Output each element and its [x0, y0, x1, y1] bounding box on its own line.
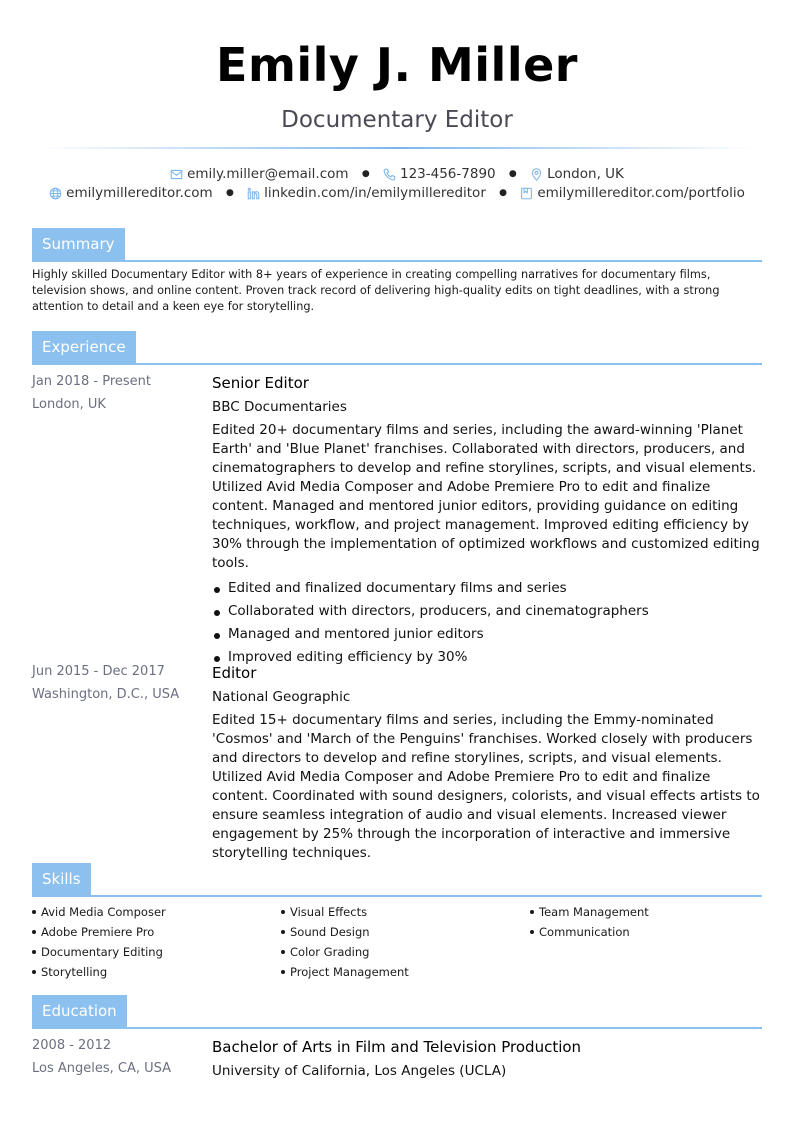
skill-item: Storytelling	[32, 962, 107, 982]
bullet-item: Edited and finalized documentary films and series	[212, 577, 764, 600]
summary-heading: Summary	[32, 228, 125, 260]
job-bullets	[212, 577, 764, 669]
skills-heading: Skills	[32, 863, 91, 895]
separator-dot: ●	[499, 188, 508, 198]
job-title: Editor	[212, 664, 257, 682]
experience-heading: Experience	[32, 331, 136, 363]
envelope-icon	[170, 168, 183, 181]
job-meta	[32, 660, 202, 706]
header-divider	[40, 147, 754, 149]
skill-item: Sound Design	[281, 922, 370, 942]
contact-location	[530, 166, 624, 182]
phone-icon	[383, 168, 396, 181]
education-meta	[32, 1034, 202, 1080]
job-location: Washington, D.C., USA	[32, 687, 180, 702]
job-title: Senior Editor	[212, 374, 309, 392]
summary-section-header	[32, 228, 762, 262]
map-pin-icon	[530, 168, 543, 181]
job-dates: Jan 2018 - Present	[32, 374, 151, 389]
skill-item: Documentary Editing	[32, 942, 163, 962]
contact-row-primary	[0, 166, 794, 182]
contact-website[interactable]	[49, 185, 213, 201]
contact-phone[interactable]	[383, 166, 496, 182]
bullet-item: Improved editing efficiency by 30%	[212, 646, 764, 669]
separator-dot: ●	[361, 169, 370, 179]
skills-section-header	[32, 863, 762, 897]
skill-item: Color Grading	[281, 942, 369, 962]
bullet-item: Collaborated with directors, producers, and cinematographers	[212, 600, 764, 623]
education-dates: 2008 - 2012	[32, 1038, 112, 1053]
contact-email[interactable]	[170, 166, 348, 182]
portfolio-icon	[520, 187, 533, 200]
contact-row-secondary	[0, 185, 794, 201]
skill-item: Visual Effects	[281, 902, 367, 922]
job-company: BBC Documentaries	[212, 399, 347, 415]
job-company: National Geographic	[212, 689, 351, 705]
education-location: Los Angeles, CA, USA	[32, 1061, 172, 1076]
linkedin-text: linkedin.com/in/emilymillereditor	[264, 185, 486, 201]
job-meta	[32, 370, 202, 416]
education-degree: Bachelor of Arts in Film and Television Production	[212, 1038, 582, 1056]
contact-portfolio[interactable]	[520, 185, 745, 201]
job-location: London, UK	[32, 397, 106, 412]
globe-icon	[49, 187, 62, 200]
summary-text: Highly skilled Documentary Editor with 8+ years of experience in creating compelling narratives for documentary films, television shows, and online content. Proven track record of delivering high-quality edits on tight deadlines, with a strong attention to detail and a keen eye for storytelling.	[32, 268, 720, 313]
separator-dot: ●	[508, 169, 517, 179]
education-section-header	[32, 995, 762, 1029]
website-text: emilymillereditor.com	[66, 185, 213, 201]
experience-section-header	[32, 331, 762, 365]
skill-item: Communication	[530, 922, 630, 942]
job-description: Edited 15+ documentary films and series, including the Emmy-nominated 'Cosmos' and 'March of the Penguins' franchises. Worked closely with producers and directors to develop and refine storylines, scripts, and visual elements. Utilized Avid Media Composer and Adobe Premiere Pro to edit and finalize content. Coordinated with sound designers, colorists, and visual effects artists to ensure seamless integration of audio and visual elements. Increased viewer engagement by 25% through the incorporation of interactive and immersive storytelling techniques.	[212, 712, 760, 861]
education-school: University of California, Los Angeles (UCLA)	[212, 1063, 507, 1079]
skills-list	[32, 902, 762, 982]
contact-linkedin[interactable]	[247, 185, 486, 201]
candidate-name: Emily J. Miller	[216, 38, 578, 92]
bullet-item: Managed and mentored junior editors	[212, 623, 764, 646]
job-description: Edited 20+ documentary films and series, including the award-winning 'Planet Earth' and 'Blue Planet' franchises. Collaborated with directors, producers, and cinematographers to develop and refine storylines, scripts, and visual elements. Utilized Avid Media Composer and Adobe Premiere Pro to edit and finalize content. Managed and mentored junior editors, providing guidance on editing techniques, workflow, and project management. Improved editing efficiency by 30% through the implementation of optimized workflows and customized editing tools.	[212, 422, 760, 571]
education-entry	[212, 1034, 764, 1082]
job-dates: Jun 2015 - Dec 2017	[32, 664, 165, 679]
separator-dot: ●	[225, 188, 234, 198]
location-text: London, UK	[547, 166, 624, 182]
job-entry	[212, 370, 764, 669]
education-heading: Education	[32, 995, 127, 1027]
skill-item: Project Management	[281, 962, 409, 982]
phone-text: 123-456-7890	[399, 166, 496, 182]
linkedin-icon	[247, 187, 260, 200]
portfolio-text: emilymillereditor.com/portfolio	[537, 185, 745, 201]
email-text: emily.miller@email.com	[187, 166, 349, 182]
skill-item: Avid Media Composer	[32, 902, 166, 922]
skill-item: Team Management	[530, 902, 649, 922]
job-title-heading: Documentary Editor	[281, 107, 513, 133]
job-entry	[212, 660, 764, 863]
skill-item: Adobe Premiere Pro	[32, 922, 154, 942]
